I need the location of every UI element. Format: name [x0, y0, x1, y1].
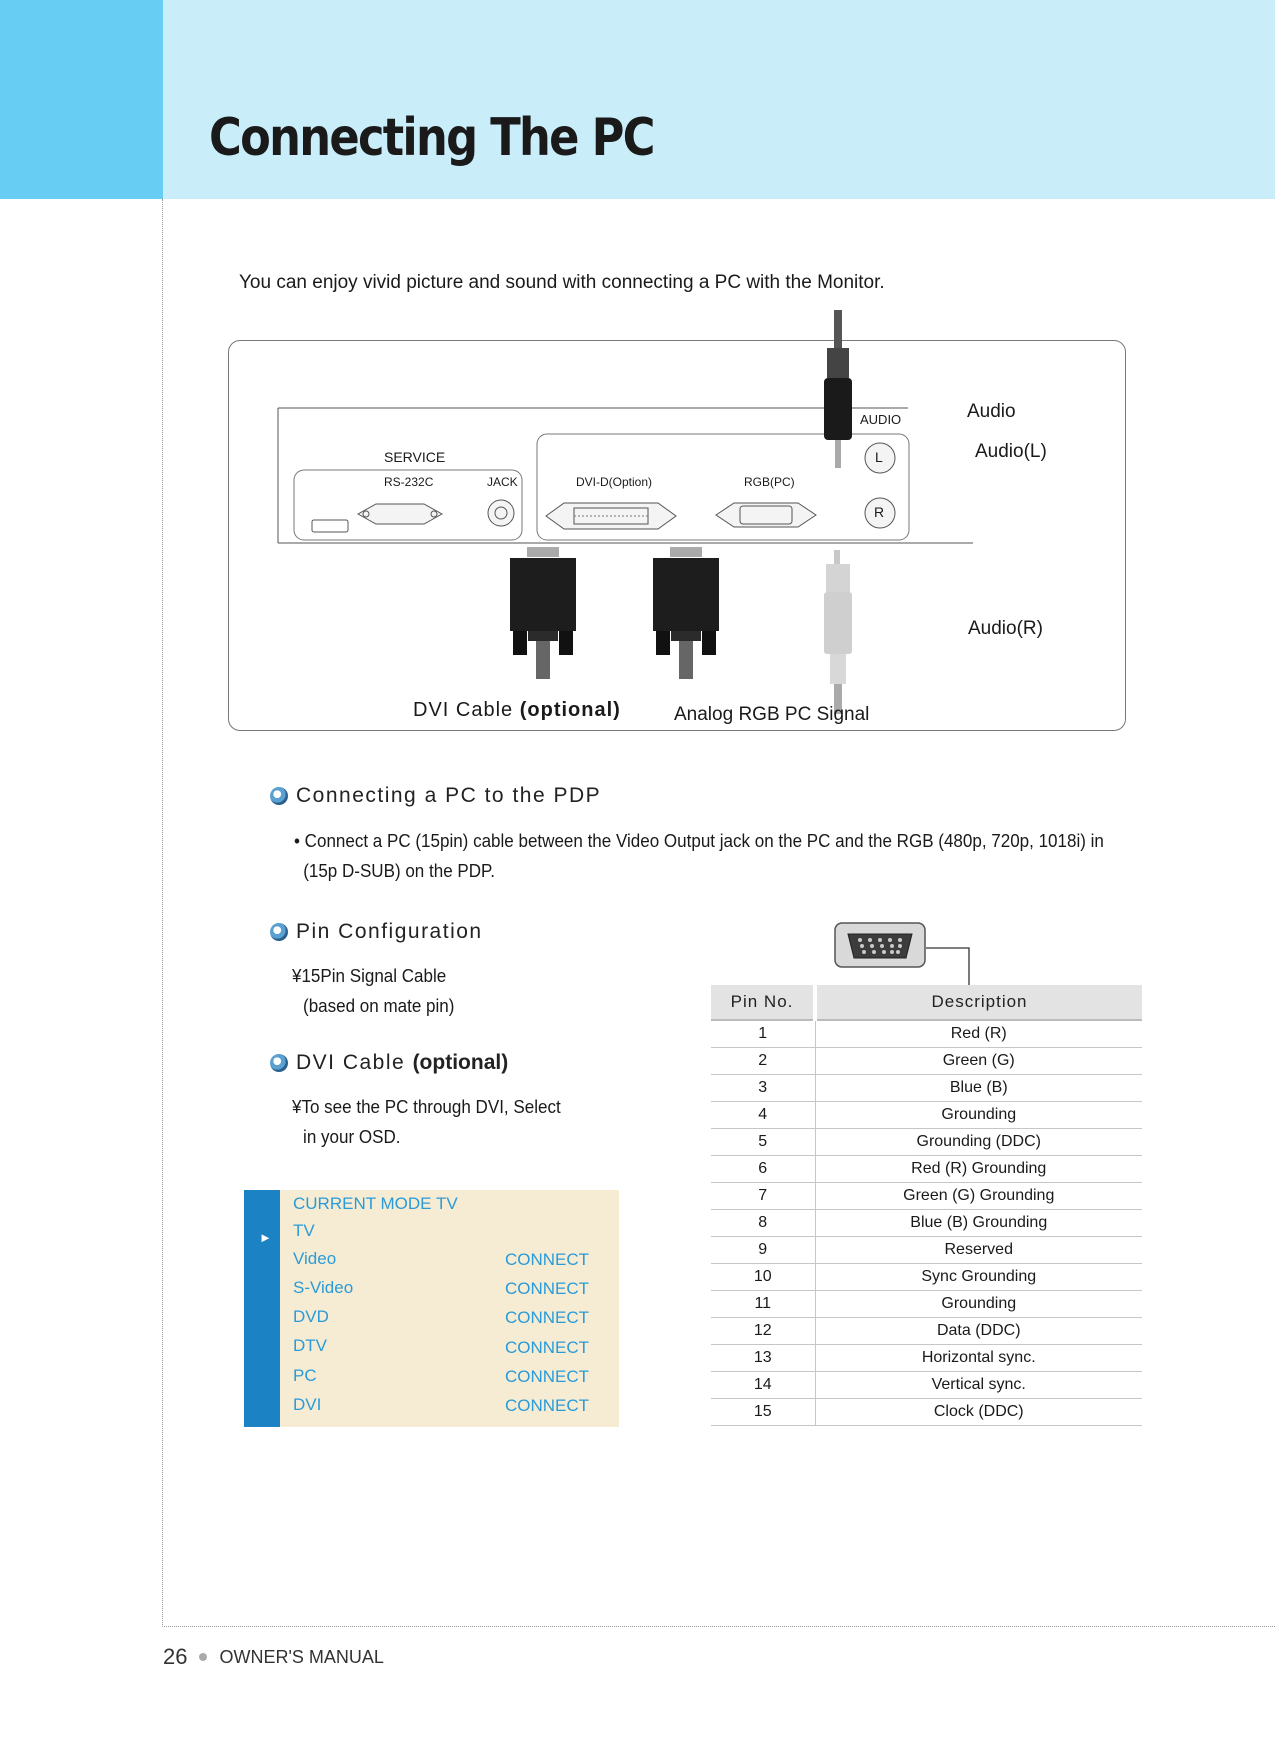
rgb-plug-neck	[670, 547, 702, 557]
rgb-thumbscrew-right	[702, 631, 716, 655]
table-header-row	[711, 985, 1142, 1020]
pin-description: Clock (DDC)	[815, 1398, 1142, 1425]
page-number: 26	[163, 1644, 188, 1669]
rgb-port-label: RGB(PC)	[744, 475, 795, 489]
section-heading-pin	[270, 920, 483, 944]
table-row	[711, 1236, 1142, 1263]
pin-description: Blue (B)	[815, 1074, 1142, 1101]
intro-text: You can enjoy vivid picture and sound with connecting a PC with the Monitor.	[239, 272, 885, 293]
dvi-description	[292, 1092, 561, 1152]
dsub-15pin-connector-icon	[834, 922, 926, 970]
pin-number: 13	[711, 1344, 815, 1371]
page-footer	[163, 1644, 384, 1670]
pin-number: 2	[711, 1047, 815, 1074]
table-row	[711, 1020, 1142, 1047]
audio-l-cable	[834, 310, 842, 348]
service-slot	[312, 520, 348, 532]
jack-label: JACK	[487, 475, 518, 489]
rs232c-jack	[488, 500, 514, 526]
header-tab	[0, 0, 163, 199]
section-heading-dvi	[270, 1051, 508, 1075]
pin-description-line-1: ¥15Pin Signal Cable	[292, 965, 447, 986]
dvi-cable-caption-text: DVI Cable	[413, 699, 514, 721]
table-row	[711, 1074, 1142, 1101]
pin-description: Green (G) Grounding	[815, 1182, 1142, 1209]
rgb-port	[716, 503, 816, 527]
pin-description: Blue (B) Grounding	[815, 1209, 1142, 1236]
table-row	[711, 1371, 1142, 1398]
section-heading-pdp	[270, 784, 601, 808]
pin-number: 3	[711, 1074, 815, 1101]
pin-description: Horizontal sync.	[815, 1344, 1142, 1371]
osd-connect-button[interactable]: CONNECT	[505, 1338, 590, 1357]
table-row	[711, 1344, 1142, 1371]
service-label: SERVICE	[384, 449, 446, 465]
pin-description: Grounding (DDC)	[815, 1128, 1142, 1155]
pin-description: Red (R) Grounding	[815, 1155, 1142, 1182]
dvi-thumbscrew-left	[513, 631, 527, 655]
pin-number: 11	[711, 1290, 815, 1317]
dvi-thumbscrew-right	[559, 631, 573, 655]
osd-item-label[interactable]: DVD	[293, 1307, 329, 1326]
table-row	[711, 1155, 1142, 1182]
pin-number: 5	[711, 1128, 815, 1155]
dvi-plug-neck	[527, 547, 559, 557]
table-row	[711, 1398, 1142, 1425]
osd-item-label[interactable]: DVI	[293, 1395, 322, 1414]
footer-manual-title: OWNER'S MANUAL	[219, 1646, 384, 1667]
osd-connect-button[interactable]: CONNECT	[505, 1279, 590, 1298]
pin-configuration-table	[711, 985, 1142, 1426]
footer-dot-icon	[199, 1653, 207, 1661]
table-row	[711, 1209, 1142, 1236]
pin-number: 8	[711, 1209, 815, 1236]
section-heading-pin-text: Pin Configuration	[296, 920, 483, 943]
pin-description: Red (R)	[815, 1020, 1142, 1047]
pin-number: 15	[711, 1398, 815, 1425]
osd-connect-button[interactable]: CONNECT	[505, 1250, 590, 1269]
audio-r-plug-ring	[826, 564, 850, 592]
osd-item-label[interactable]: Video	[293, 1249, 337, 1268]
osd-item-label[interactable]: DTV	[293, 1336, 327, 1355]
analog-rgb-caption: Analog RGB PC Signal	[674, 704, 870, 725]
osd-item-label[interactable]: PC	[293, 1366, 317, 1385]
table-row	[711, 1317, 1142, 1344]
osd-current-mode: CURRENT MODE TV	[293, 1194, 458, 1213]
rs232c-port	[358, 504, 442, 524]
pin-description: Sync Grounding	[815, 1263, 1142, 1290]
section-bullet-icon	[270, 787, 288, 805]
dvi-cable-plug	[510, 558, 576, 631]
pin-description-line-2: (based on mate pin)	[303, 995, 455, 1016]
section-bullet-icon	[270, 1054, 288, 1072]
header-band	[0, 0, 1275, 199]
connector-leader-line	[926, 944, 972, 986]
table-row	[711, 1101, 1142, 1128]
pdp-instruction	[294, 826, 1104, 886]
table-row	[711, 1128, 1142, 1155]
pin-number: 12	[711, 1317, 815, 1344]
pin-description: Reserved	[815, 1236, 1142, 1263]
section-heading-pdp-text: Connecting a PC to the PDP	[296, 784, 602, 807]
pin-number: 7	[711, 1182, 815, 1209]
audio-l-label: Audio(L)	[975, 441, 1047, 462]
dvi-description-line-1: ¥To see the PC through DVI, Select	[292, 1096, 561, 1117]
audio-panel-label: AUDIO	[860, 412, 902, 427]
section-bullet-icon	[270, 923, 288, 941]
footer-rule	[162, 1626, 1275, 1627]
pin-description	[292, 961, 454, 1021]
column-header-pin-no: Pin No.	[711, 985, 815, 1020]
section-heading-dvi-optional: (optional)	[412, 1051, 509, 1074]
pin-number: 4	[711, 1101, 815, 1128]
pin-number: 1	[711, 1020, 815, 1047]
osd-item-label[interactable]: S-Video	[293, 1278, 354, 1297]
pin-description: Vertical sync.	[815, 1371, 1142, 1398]
osd-item-label[interactable]: TV	[293, 1221, 315, 1240]
osd-side-bar	[244, 1190, 280, 1427]
column-header-description: Description	[815, 985, 1142, 1020]
osd-input-menu	[244, 1190, 619, 1427]
pin-number: 6	[711, 1155, 815, 1182]
pin-description: Data (DDC)	[815, 1317, 1142, 1344]
pin-description: Grounding	[815, 1101, 1142, 1128]
osd-connect-button[interactable]: CONNECT	[505, 1308, 590, 1327]
rs232c-label: RS-232C	[384, 475, 434, 489]
audio-r-plug	[824, 592, 852, 654]
audio-r-jack-label: R	[874, 504, 885, 520]
connection-diagram	[228, 310, 1126, 735]
audio-r-tip	[834, 550, 840, 564]
pin-description: Grounding	[815, 1290, 1142, 1317]
audio-r-label: Audio(R)	[968, 618, 1043, 639]
dvi-port-label: DVI-D(Option)	[576, 475, 653, 489]
osd-connect-button[interactable]: CONNECT	[505, 1396, 590, 1415]
audio-l-plug	[824, 378, 852, 440]
table-row	[711, 1047, 1142, 1074]
left-margin-rule	[162, 199, 163, 1627]
pin-description: Green (G)	[815, 1047, 1142, 1074]
rgb-thumbscrew-left	[656, 631, 670, 655]
dvi-description-line-2: in your OSD.	[303, 1126, 401, 1147]
section-heading-dvi-text: DVI Cable	[296, 1051, 406, 1074]
pin-number: 9	[711, 1236, 815, 1263]
pdp-instruction-line-2: (15p D-SUB) on the PDP.	[303, 860, 495, 881]
rgb-cable-wire	[679, 641, 693, 679]
dvi-cable-caption	[413, 699, 621, 722]
pin-number: 10	[711, 1263, 815, 1290]
table-row	[711, 1290, 1142, 1317]
dvi-cable-wire	[536, 641, 550, 679]
audio-l-plug-grip	[827, 348, 849, 378]
table-row	[711, 1263, 1142, 1290]
table-row	[711, 1182, 1142, 1209]
pin-number: 14	[711, 1371, 815, 1398]
page-title: Connecting The PC	[209, 108, 654, 168]
pdp-instruction-line-1: • Connect a PC (15pin) cable between the Video Output jack on the PC and the RGB (480p, 720p, 1018i) in	[294, 830, 1104, 851]
rgb-cable-plug	[653, 558, 719, 631]
selection-arrow-icon: ►	[259, 1230, 272, 1245]
audio-label: Audio	[967, 401, 1016, 422]
dvi-cable-optional: (optional)	[519, 699, 621, 721]
audio-l-jack-label: L	[875, 449, 883, 465]
osd-connect-button[interactable]: CONNECT	[505, 1367, 590, 1386]
